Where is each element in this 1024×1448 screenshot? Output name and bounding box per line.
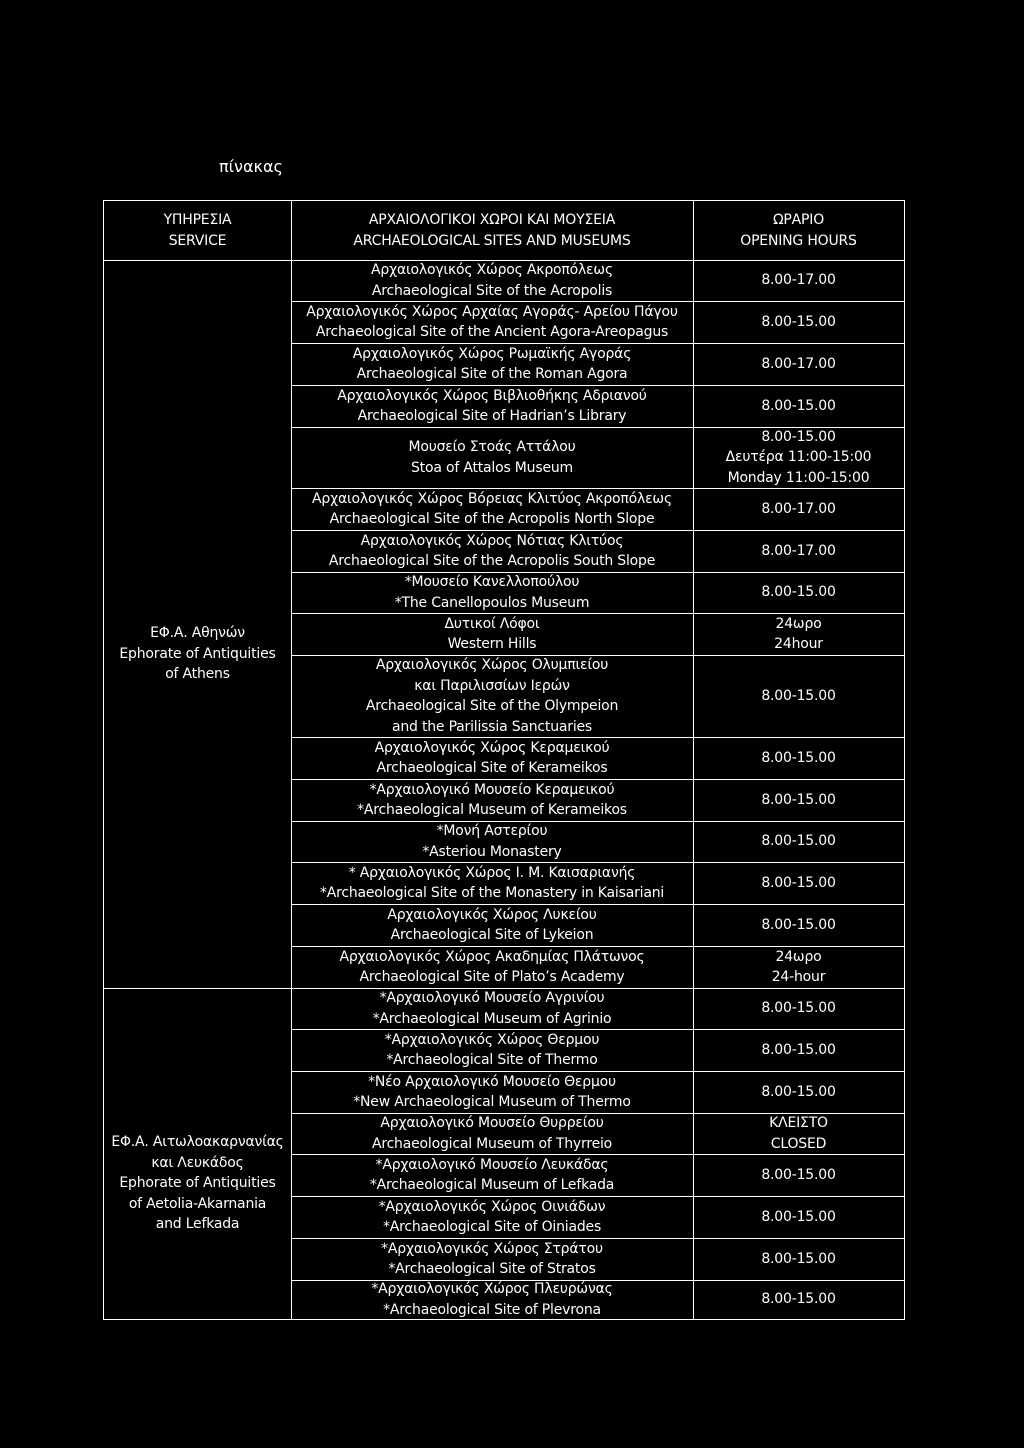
site-cell — [291, 301, 693, 343]
site-cell-line: Archaeological Site of Kerameikos — [376, 760, 608, 776]
site-cell — [291, 862, 693, 904]
service-cell-line: and Lefkada — [155, 1216, 240, 1233]
hours-cell-line: CLOSED — [770, 1135, 827, 1152]
site-cell-line: *Archaeological Museum of Kerameikos — [357, 802, 627, 818]
site-cell-line: *Archaeological Site of Thermo — [386, 1052, 598, 1068]
site-cell — [291, 343, 693, 385]
site-cell-line: Archaeological Site of the Acropolis North Slope — [329, 511, 655, 527]
site-cell-line: *Archaeological Site of Oiniades — [382, 1219, 602, 1235]
site-cell-line: Archaeological Site of the Roman Agora — [356, 366, 628, 382]
site-cell-line: *Αρχαιολογικός Χώρος Πλευρώνας — [371, 1281, 613, 1297]
hours-cell — [693, 988, 904, 1029]
hours-cell-line: 8.00-15.00 — [761, 687, 836, 704]
site-cell-line: *Μονή Αστερίου — [436, 823, 548, 839]
site-cell-line: και Παριλισσίων Ιερών — [414, 677, 570, 694]
hours-cell — [693, 1029, 904, 1071]
hours-cell — [693, 821, 904, 862]
site-cell-line: *Archaeological Site of the Monastery in Kaisariani — [319, 885, 665, 901]
hours-cell — [693, 385, 904, 427]
site-cell-line: Archaeological Site of the Ancient Agora-Areopagus — [315, 324, 669, 340]
site-cell-line: *Archaeological Site of Plevrona — [383, 1301, 601, 1318]
site-cell-line: Archaeological Site of Hadrian’s Library — [357, 408, 627, 424]
site-cell-line: Αρχαιολογικός Χώρος Λυκείου — [387, 906, 597, 923]
site-cell — [291, 988, 693, 1029]
hours-cell — [693, 260, 904, 301]
site-cell-line: Αρχαιολογικός Χώρος Αρχαίας Αγοράς- Αρείου Πάγου — [306, 303, 678, 320]
site-cell — [291, 1029, 693, 1071]
hours-cell — [693, 1196, 904, 1238]
site-cell — [291, 904, 693, 946]
hours-cell — [693, 1154, 904, 1196]
site-cell — [291, 613, 693, 655]
site-cell-line: Archaeological Site of the Acropolis South Slope — [328, 553, 656, 569]
service-cell-line: of Aetolia-Akarnania — [128, 1195, 267, 1212]
hours-cell-line: 8.00-15.00 — [761, 584, 836, 601]
site-cell — [291, 655, 693, 737]
site-cell — [291, 1196, 693, 1238]
hours-cell — [693, 1238, 904, 1280]
site-cell — [291, 488, 693, 530]
site-cell-line: Archaeological Site of the Olympeion — [365, 698, 619, 714]
header-hours-line: OPENING HOURS — [740, 232, 857, 249]
table-caption: πίνακας — [219, 157, 283, 176]
site-cell-line: Αρχαιολογικός Χώρος Βιβλιοθήκης Αδριανού — [337, 387, 647, 404]
hours-cell-line: 8.00-15.00 — [761, 1166, 836, 1183]
header-hours — [693, 201, 904, 260]
hours-cell-line: 8.00-15.00 — [761, 313, 836, 330]
hours-cell — [693, 530, 904, 572]
service-cell-line: και Λευκάδος — [151, 1154, 244, 1171]
hours-cell — [693, 862, 904, 904]
site-cell-line: Αρχαιολογικό Μουσείο Θυρρείου — [380, 1115, 604, 1131]
hours-cell-line: 8.00-17.00 — [761, 500, 836, 517]
hours-cell-line: 8.00-15.00 — [761, 791, 836, 808]
site-cell-line: Αρχαιολογικός Χώρος Κεραμεικού — [374, 739, 610, 756]
hours-cell-line: 8.00-15.00 — [761, 1291, 836, 1308]
hours-cell-line: 24ωρο — [775, 615, 822, 632]
hours-cell — [693, 737, 904, 779]
hours-cell-line: 8.00-15.00 — [761, 874, 836, 891]
hours-cell-line: 8.00-15.00 — [761, 833, 836, 850]
hours-cell-line: 8.00-15.00 — [761, 397, 836, 414]
hours-cell-line: Δευτέρα 11:00-15:00 — [725, 449, 872, 466]
site-cell-line: Archaeological Site of Lykeion — [390, 927, 594, 943]
site-cell-line: Αρχαιολογικός Χώρος Βόρειας Κλιτύος Ακροπόλεως — [312, 490, 672, 507]
hours-cell — [693, 904, 904, 946]
header-sites-line: ARCHAEOLOGICAL SITES AND MUSEUMS — [353, 232, 631, 249]
site-cell-line: *Αρχαιολογικός Χώρος Οινιάδων — [378, 1198, 606, 1215]
site-cell-line: Archaeological Site of Plato’s Academy — [359, 969, 625, 985]
site-cell — [291, 1113, 693, 1154]
header-hours-line: ΩΡΑΡΙΟ — [772, 212, 825, 228]
site-cell-line: Αρχαιολογικός Χώρος Ακροπόλεως — [371, 262, 613, 278]
header-sites — [291, 201, 693, 260]
hours-cell-line: 8.00-15.00 — [761, 1208, 836, 1225]
site-cell-line: *Νέο Αρχαιολογικό Μουσείο Θερμου — [368, 1073, 616, 1090]
site-cell-line: Αρχαιολογικός Χώρος Ολυμπιείου — [375, 657, 609, 673]
hours-cell-line: 8.00-15.00 — [761, 916, 836, 933]
hours-cell-line: 8.00-15.00 — [761, 1083, 836, 1100]
hours-cell — [693, 613, 904, 655]
hours-cell-line: 24-hour — [771, 969, 826, 985]
service-cell-line: ΕΦ.Α. Αιτωλοακαρνανίας — [111, 1134, 284, 1151]
hours-cell — [693, 427, 904, 488]
hours-cell-line: 24ωρο — [775, 948, 822, 965]
site-cell-line: *Αρχαιολογικό Μουσείο Κεραμεικού — [369, 781, 615, 798]
hours-cell-line: 8.00-15.00 — [761, 428, 836, 445]
hours-cell — [693, 655, 904, 737]
hours-cell-line: 8.00-15.00 — [761, 1041, 836, 1058]
opening-hours-table — [103, 200, 905, 1320]
site-cell-line: Μουσείο Στοάς Αττάλου — [408, 439, 576, 455]
site-cell-line: *Archaeological Site of Stratos — [388, 1261, 596, 1277]
site-cell-line: Αρχαιολογικός Χώρος Ρωμαϊκής Αγοράς — [352, 345, 632, 362]
hours-cell — [693, 1071, 904, 1113]
site-cell-line: *Αρχαιολογικός Χώρος Θερμου — [384, 1031, 600, 1048]
site-cell — [291, 946, 693, 988]
site-cell-line: Αρχαιολογικός Χώρος Ακαδημίας Πλάτωνος — [339, 948, 645, 965]
site-cell — [291, 260, 693, 301]
service-cell-line: Ephorate of Antiquities — [119, 645, 276, 662]
header-sites-line: ΑΡΧΑΙΟΛΟΓΙΚΟΙ ΧΩΡΟΙ ΚΑΙ ΜΟΥΣΕΙΑ — [368, 212, 616, 228]
hours-cell-line: 8.00-17.00 — [761, 272, 836, 289]
site-cell-line: *Archaeological Museum of Lefkada — [369, 1177, 615, 1193]
service-cell — [104, 320, 291, 988]
hours-cell — [693, 572, 904, 613]
site-cell-line: *Μουσείο Κανελλοπούλου — [404, 574, 580, 590]
hours-cell-line: 8.00-17.00 — [761, 355, 836, 372]
header-service-line: ΥΠΗΡΕΣΙΑ — [163, 212, 232, 228]
service-cell — [104, 1048, 291, 1319]
site-cell-line: Western Hills — [447, 636, 537, 652]
hours-cell-line: ΚΛΕΙΣΤΟ — [769, 1115, 828, 1131]
hours-cell — [693, 301, 904, 343]
hours-cell-line: Monday 11:00-15:00 — [727, 469, 870, 486]
site-cell-line: *Αρχαιολογικό Μουσείο Λευκάδας — [375, 1156, 609, 1173]
site-cell-line: *Αρχαιολογικός Χώρος Στράτου — [381, 1240, 603, 1257]
hours-cell — [693, 779, 904, 821]
site-cell-line: Stoa of Attalos Museum — [411, 459, 573, 476]
hours-cell — [693, 946, 904, 988]
header-service-line: SERVICE — [168, 232, 227, 249]
hours-cell — [693, 1113, 904, 1154]
hours-cell — [693, 1280, 904, 1319]
site-cell-line: Δυτικοί Λόφοι — [444, 615, 540, 632]
site-cell — [291, 385, 693, 427]
site-cell — [291, 1154, 693, 1196]
hours-cell-line: 8.00-15.00 — [761, 1250, 836, 1267]
site-cell — [291, 427, 693, 488]
site-cell — [291, 572, 693, 613]
site-cell-line: Archaeological Museum of Thyrreio — [371, 1135, 613, 1152]
hours-cell-line: 8.00-17.00 — [761, 542, 836, 559]
service-cell-line: ΕΦ.Α. Αθηνών — [150, 625, 245, 642]
site-cell — [291, 737, 693, 779]
header-service — [104, 201, 291, 260]
site-cell-line: *The Canellopoulos Museum — [394, 594, 590, 611]
hours-cell — [693, 343, 904, 385]
site-cell-line: *New Archaeological Museum of Thermo — [353, 1094, 631, 1110]
site-cell-line: and the Parilissia Sanctuaries — [391, 718, 593, 735]
site-cell-line: Αρχαιολογικός Χώρος Νότιας Κλιτύος — [360, 532, 624, 549]
hours-cell-line: 8.00-15.00 — [761, 1000, 836, 1017]
site-cell-line: Archaeological Site of the Acropolis — [371, 282, 613, 299]
hours-cell-line: 24hour — [774, 636, 823, 652]
site-cell — [291, 1238, 693, 1280]
site-cell — [291, 821, 693, 862]
site-cell — [291, 1280, 693, 1319]
service-cell-line: Ephorate of Antiquities — [119, 1175, 276, 1192]
site-cell-line: * Αρχαιολογικός Χώρος Ι. Μ. Καισαριανής — [348, 864, 636, 881]
site-cell — [291, 779, 693, 821]
site-cell-line: *Archaeological Museum of Agrinio — [372, 1010, 612, 1027]
service-cell-line: of Athens — [165, 666, 230, 683]
hours-cell-line: 8.00-15.00 — [761, 749, 836, 766]
site-cell-line: *Αρχαιολογικό Μουσείο Αγρινίου — [379, 990, 605, 1006]
hours-cell — [693, 488, 904, 530]
site-cell-line: *Asteriou Monastery — [422, 843, 562, 860]
site-cell — [291, 1071, 693, 1113]
site-cell — [291, 530, 693, 572]
